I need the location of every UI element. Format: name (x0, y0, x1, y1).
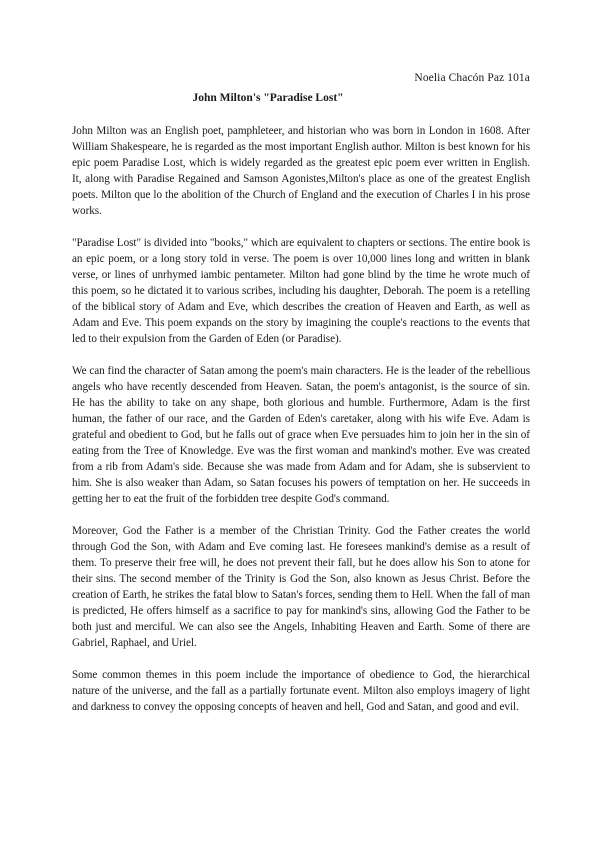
author-line: Noelia Chacón Paz 101a (414, 72, 530, 84)
paragraph-structure: "Paradise Lost" is divided into "books," which are equivalent to chapters or sections. The entire book is an epic poem, or a long story told in verse. The poem is over 10,000 lines long and written in blank verse, or lines of unrhymed iambic pentameter. Milton had gone blind by the time he wrote much of this poem, so he dictated it to various scribes, including his daughter, Deborah. The poem is a retelling of the biblical story of Adam and Eve, which describes the creation of Heaven and Earth, as well as Adam and Eve. This poem expands on the story by imagining the couple's reactions to the events that led to their expulsion from the Garden of Eden (or Paradise). (72, 237, 530, 345)
paragraph-trinity: Moreover, God the Father is a member of the Christian Trinity. God the Father creates the world through God the Son, with Adam and Eve coming last. He foresees mankind's demise as a result of them. To preserve their free will, he does not prevent their fall, but he does allow his Son to atone for their sins. The second member of the Trinity is God the Son, also known as Jesus Christ. Before the creation of Earth, he strikes the fatal blow to Satan's forces, sending them to Hell. When the fall of man is predicted, He offers himself as a sacrifice to pay for mankind's sins, allowing God the Father to be both just and merciful. We can also see the Angels, Inhabiting Heaven and Earth. Some of there are Gabriel, Raphael, and Uriel. (72, 525, 530, 649)
document-body (72, 123, 530, 731)
paragraph-intro: John Milton was an English poet, pamphleteer, and historian who was born in London in 1608. After William Shakespeare, he is regarded as the most important English author. Milton is best known for his epic poem Paradise Lost, which is widely regarded as the greatest epic poem ever written in English. It, along with Paradise Regained and Samson Agonistes,Milton's place as one of the greatest English poets. Milton que lo the abolition of the Church of England and the execution of Charles I in his prose works. (72, 125, 530, 217)
paragraph-characters: We can find the character of Satan among the poem's main characters. He is the leader of the rebellious angels who have recently descended from Heaven. Satan, the poem's antagonist, is the source of sin. He has the ability to take on any shape, both glorious and humble. Furthermore, Adam is the first human, the father of our race, and the Garden of Eden's caretaker, along with his wife Eve. Adam is grateful and obedient to God, but he falls out of grace when Eve persuades him to join her in the sin of eating from the Tree of Knowledge. Eve was the first woman and mankind's mother. Eve was created from a rib from Adam's side. Because she was made from Adam and for Adam, she is subservient to him. She is also weaker than Adam, so Satan focuses his powers of temptation on her. He succeeds in getting her to eat the fruit of the forbidden tree despite God's command. (72, 365, 530, 505)
document-title: John Milton's "Paradise Lost" (192, 92, 344, 104)
paragraph-themes: Some common themes in this poem include the importance of obedience to God, the hierarchical nature of the universe, and the fall as a partially fortunate event. Milton also employs imagery of light and darkness to convey the opposing concepts of heaven and hell, God and Satan, and good and evil. (72, 669, 530, 713)
